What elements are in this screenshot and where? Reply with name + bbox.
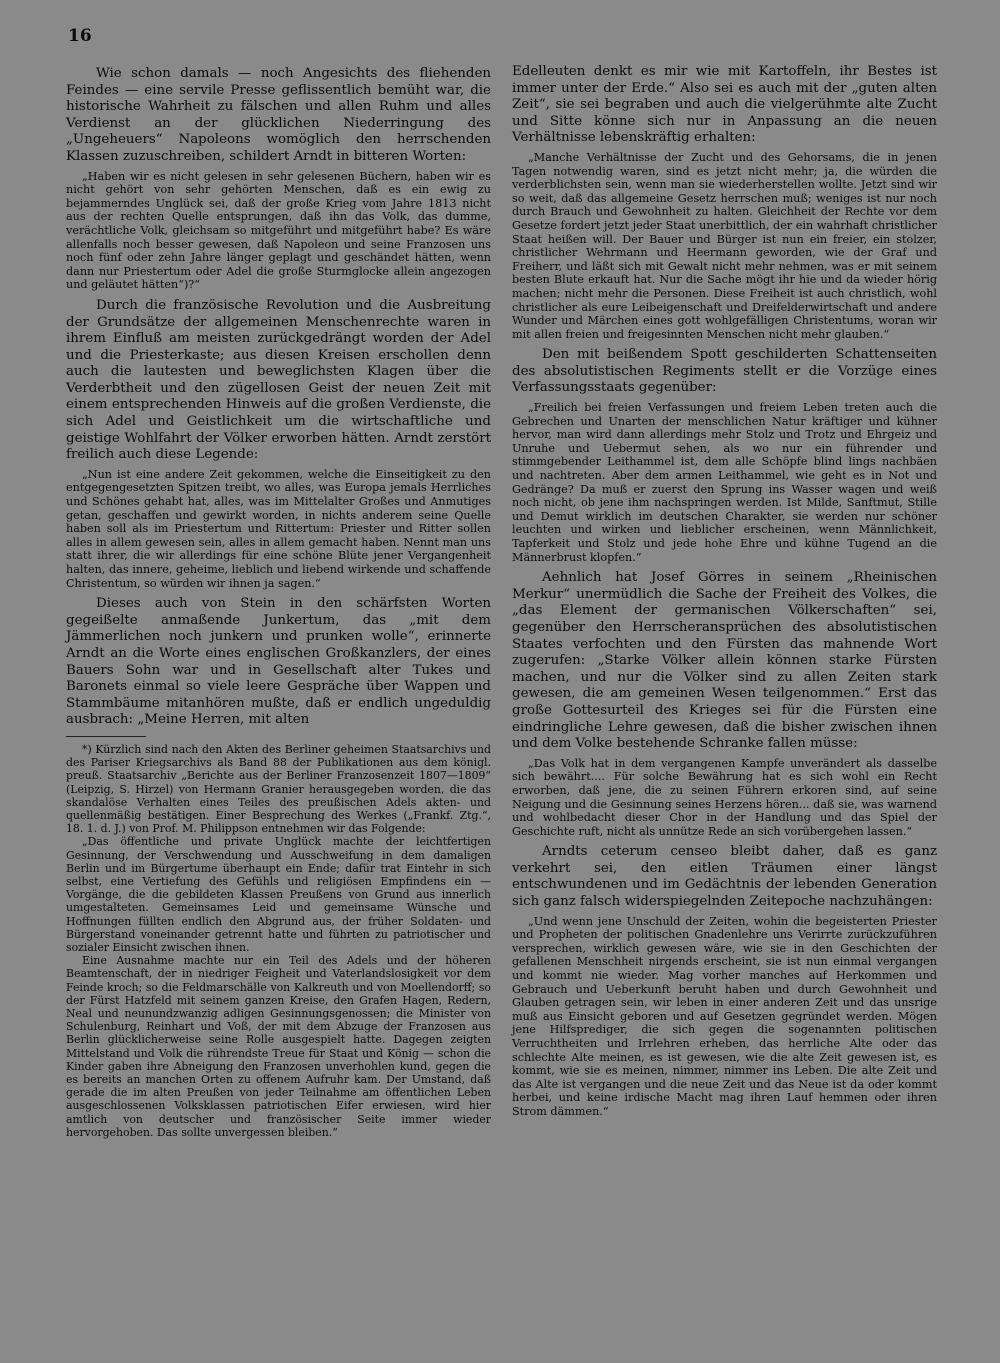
paragraph: Aehnlich hat Josef Görres in seinem „Rheinischen Merkur“ unermüdlich die Sache der Freiheit des Volkes, die „das Element der germanischen Völkerschaften“ sei, gegenüber den Herrscheransprüchen des absolutistischen Staates verfochten und den Fürsten das mahnende Wort zugerufen: „Starke Völker allein können starke Fürsten machen, und nur die Völker sind zu allen Zeiten stark gewesen, die am gemeinen Wesen teilgenommen.“ Erst das große Gottesurteil des Krieges sei für die Fürsten eine eindringliche Lehre gewesen, daß die bisher zwischen ihnen und dem Volke bestehende Schranke fallen müsse: <box>512 570 937 752</box>
block-quote: „Manche Verhältnisse der Zucht und des Gehorsams, die in jenen Tagen notwendig waren, sind es jetzt nicht mehr; ja, die würden die verderblichsten sein, wenn man sie wiederherstellen wollte. Jetzt sind wir so weit, daß das allgemeine Gesetz herrschen muß; weniges ist nur noch durch Brauch und Gewohnheit zu halten. Gleichheit der Rechte vor dem Gesetze fordert jetzt jeder Staat unerbittlich, der ein wahrhaft christlicher Staat heißen will. Der Bauer und Bürger ist nun ein freier, ein stolzer, christlicher Wehrmann und Heermann geworden, wie der Graf und Freiherr, und läßt sich mit Gewalt nicht mehr nehmen, was er mit seinem besten Blute erkauft hat. Nur die Sache mögt ihr hie und da wieder hörig machen; nicht mehr die Personen. Diese Freiheit ist auch christlich, wohl christlicher als eure Leibeigenschaft und Dreifelderwirtschaft und andere Wunder und Märchen eines gott wohlgefälligen Christentums, woran wir mit allen freien und freigesinnten Menschen nicht mehr glauben.“ <box>512 150 937 341</box>
paragraph: Dieses auch von Stein in den schärfsten Worten gegeißelte anmaßende Junkertum, das „mit dem Jämmerlichen noch junkern und prunken wolle“, erinnerte Arndt an die Worte eines englischen Großkanzlers, der eines Bauers Sohn war und in Gesellschaft alter Tukes und Baronets einmal so viele leere Gespräche über Wappen und Stammbäume mitanhören mußte, daß er endlich ungeduldig ausbrach: „Meine Herren, mit alten <box>66 596 491 728</box>
footnote-divider <box>66 736 146 737</box>
paragraph: Edelleuten denkt es mir wie mit Kartoffeln, ihr Bestes ist immer unter der Erde.“ Also sei es auch mit der „guten alten Zeit“, sie sei begraben und auch die vielgerühmte alte Zucht und Sitte könne sich nur in Anpassung an die neuen Verhältnisse lebenskräftig erhalten: <box>512 64 937 146</box>
block-quote: „Das Volk hat in dem vergangenen Kampfe unverändert als dasselbe sich bewährt.... Für solche Bewährung hat es sich wohl ein Recht erworben, daß jene, die zu seinen Führern erkoren sind, auf seine Neigung und die Gesinnung seines Herzens hören... daß sie, was warnend und wohlbedacht dieser Chor in der Handlung und das Spiel der Geschichte ruft, nicht als unnütze Rede an sich vorübergehen lassen.“ <box>512 756 937 838</box>
paragraph: Durch die französische Revolution und die Ausbreitung der Grundsätze der allgemeinen Menschenrechte waren in ihrem Einfluß am meisten zurückgedrängt worden der Adel und die Priesterkaste; aus diesen Kreisen erschollen denn auch die lautesten und beweglichsten Klagen über die Verderbtheit und den zügellosen Geist der neuen Zeit mit einem entsprechenden Hinweis auf die großen Verdienste, die sich Adel und Geistlichkeit um die wirtschaftliche und geistige Wohlfahrt der Völker erworben hätten. Arndt zerstört freilich auch diese Legende: <box>66 297 491 463</box>
block-quote: „Nun ist eine andere Zeit gekommen, welche die Einseitigkeit zu den entgegengesetzten Spitzen treibt, wo alles, was Europa jemals Herrliches und Schönes gehabt hat, alles, was im Mittelalter Großes und Anmutiges getan, geschaffen und gewirkt worden, in nichts anderem seine Quelle haben soll als im Priestertum und Rittertum: Priester und Ritter sollen alles in allem gewesen sein, alles in allem gemacht haben. Nennt man uns statt ihrer, die wir allerdings für eine schöne Blüte jener Vergangenheit halten, das innere, geheime, lieblich und liebend wirkende und schaffende Christentum, so würden wir ihnen ja sagen.“ <box>66 467 491 590</box>
left-column <box>66 64 491 1139</box>
block-quote: „Und wenn jene Unschuld der Zeiten, wohin die begeisterten Priester und Propheten der politischen Gnadenlehre uns Verirrte zurückzuführen versprechen, wirklich gewesen wäre, wie sie in den Geschichten der gefallenen Menschheit nirgends erscheint, sie ist nun einmal vergangen und kommt nie wieder. Mag vorher manches auf Herkommen und Gebrauch und Ueberkunft beruht haben und durch Gewohnheit und Glauben getragen sein, wir leben in einer anderen Zeit und das unsrige muß aus Einsicht geboren und auf Gesetzen gegründet werden. Mögen jene Hilfsprediger, die sich gegen die sogenannten politischen Verruchtheiten und Irrlehren erheben, das herrliche Alte oder das schlechte Alte meinen, es ist gewesen, wie die alte Zeit gewesen ist, es kommt, wie sie es meinen, nimmer, nimmer ins Leben. Die alte Zeit und das Alte ist vergangen und die neue Zeit und das Neue ist da oder kommt herbei, und keine irdische Macht mag ihren Lauf hemmen oder ihren Strom dämmen.“ <box>512 914 937 1118</box>
paragraph: Den mit beißendem Spott geschilderten Schattenseiten des absolutistischen Regiments stellt er die Vorzüge eines Verfassungsstaats gegenüber: <box>512 347 937 396</box>
paragraph: Arndts ceterum censeo bleibt daher, daß es ganz verkehrt sei, den eitlen Träumen einer längst entschwundenen und im Gedächtnis der lebenden Generation sich ganz falsch widerspiegelnden Zeitepoche nachzuhängen: <box>512 844 937 910</box>
footnote-quote: Eine Ausnahme machte nur ein Teil des Adels und der höheren Beamtenschaft, der in niedriger Feigheit und Vaterlandslosigkeit vor dem Feinde kroch; so die Feldmarschälle von Kalkreuth und von Moellendorff; so der Fürst Hatzfeld mit seinem ganzen Kreise, den Grafen Hagen, Redern, Neal und neunundzwanzig adligen Gesinnungsgenossen; die Minister von Schulenburg, Reinhart und Voß, der mit dem Abzuge der Franzosen aus Berlin glücklicherweise seine Rolle ausgespielt hatte. Dagegen zeigten Mittelstand und Volk die rührendste Treue für Staat und König — schon die Kinder gaben ihre Abneigung den Franzosen unverhohlen kund, gegen die es bereits an manchen Orten zu offenem Aufruhr kam. Der Umstand, daß gerade die im alten Preußen von jeder Teilnahme am öffentlichen Leben ausgeschlossenen Volksklassen patriotischen Eifer erwiesen, wird hier amtlich von deutscher und französischer Seite immer wieder hervorgehoben. Das sollte unvergessen bleiben.“ <box>66 954 491 1139</box>
footnote-quote: „Das öffentliche und private Unglück machte der leichtfertigen Gesinnung, der Verschwendung und Ausschweifung in dem damaligen Berlin und im Bürgertume überhaupt ein Ende; dafür trat Eintehr in sich selbst, eine Vertiefung des Gefühls und religiösen Empfindens ein — Vorgänge, die die gebildeten Klassen Preußens von Grund aus innerlich umgestalteten. Gemeinsames Leid und gemeinsame Wünsche und Hoffnungen füllten endlich den Abgrund aus, der früher Soldaten- und Bürgerstand voneinander getrennt hatte und führten zu patriotischer und sozialer Einsicht zwischen ihnen. <box>66 835 491 954</box>
block-quote: „Haben wir es nicht gelesen in sehr gelesenen Büchern, haben wir es nicht gehört von sehr gehörten Menschen, daß es ein ewig zu bejammerndes Unglück sei, daß der große Krieg vom Jahre 1813 nicht aus der rechten Quelle entsprungen, daß ihn das Volk, das dumme, verächtliche Volk, gleichsam so mitgeführt und mitgeführt habe? Es wäre allenfalls noch besser gewesen, daß Napoleon und seine Franzosen uns noch fünf oder zehn Jahre länger geplagt und geschändet hätten, wenn dann nur Priestertum oder Adel die große Sturmglocke allein angezogen und geläutet hätten“)?“ <box>66 169 491 292</box>
paragraph: Wie schon damals — noch Angesichts des fliehenden Feindes — eine servile Presse geflissentlich bemüht war, die historische Wahrheit zu fälschen und allen Ruhm und alles Verdienst an der glücklichen Niederringung des „Ungeheuers“ Napoleons womöglich den herrschenden Klassen zuzuschreiben, schildert Arndt in bitteren Worten: <box>66 66 491 164</box>
block-quote: „Freilich bei freien Verfassungen und freiem Leben treten auch die Gebrechen und Unarten der menschlichen Natur kräftiger und kühner hervor, man wird dann allerdings mehr Stolz und Trotz und Ehrgeiz und Unruhe und Uebermut sehen, als wo nur ein führender und stimmgebender Leithammel ist, dem alle Schöpfe blind lings nachbäen und nachtreten. Aber dem armen Leithammel, wie geht es in Not und Gedränge? Da muß er zuerst den Sprung ins Wasser wagen und weiß noch nicht, ob jene ihm nachspringen werden. Ist Milde, Sanftmut, Stille und Demut wirklich im deutschen Charakter, sie werden nur schöner leuchten und wirken und lieblicher erscheinen, wenn Männlichkeit, Tapferkeit und Stolz und jede hohe Ehre und kühne Tugend an die Männerbrust klopfen.“ <box>512 401 937 564</box>
footnote: *) Kürzlich sind nach den Akten des Berliner geheimen Staatsarchivs und des Pariser Kriegsarchivs als Band 88 der Publikationen aus dem königl. preuß. Staatsarchiv „Berichte aus der Berliner Franzosenzeit 1807—1809“ (Leipzig, S. Hirzel) von Hermann Granier herausgegeben worden, die das skandalöse Verhalten eines Teiles des preußischen Adels akten- und quellenmäßig bestätigen. Einer Besprechung des Werkes („Frankf. Ztg.“, 18. 1. d. J.) von Prof. M. Philippson entnehmen wir das Folgende: <box>66 742 491 836</box>
page-number: 16 <box>68 26 92 46</box>
right-column <box>512 64 937 1125</box>
